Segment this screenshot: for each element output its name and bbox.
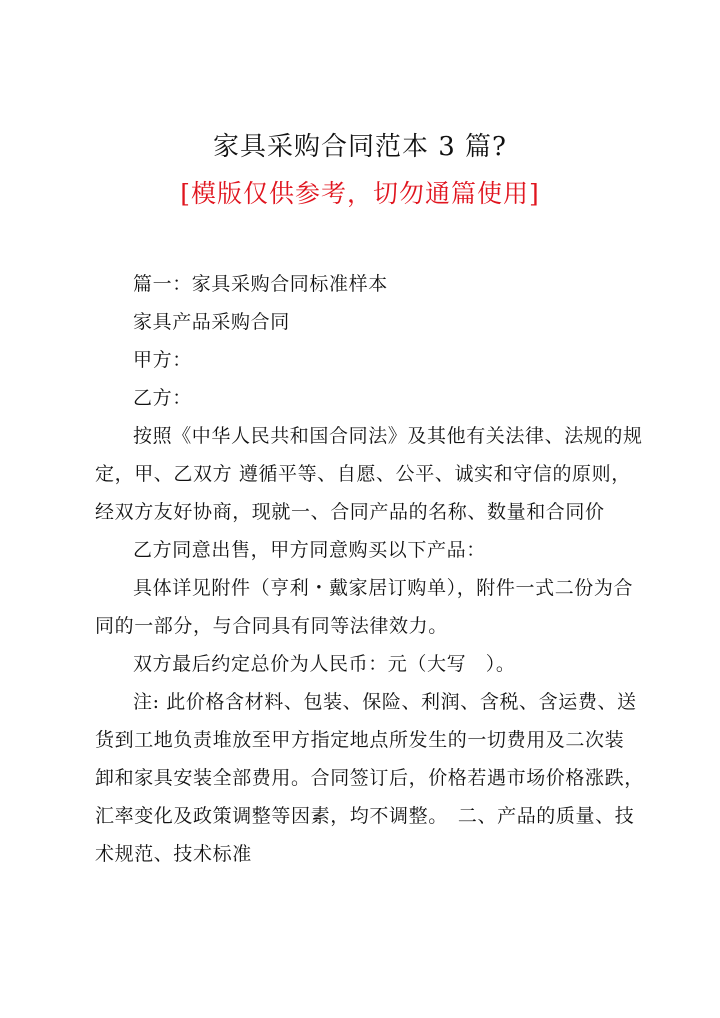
text-line: 同的一部分，与合同具有同等法律效力。: [95, 615, 448, 637]
paragraph-attachment: [95, 569, 635, 645]
text-line: 货到工地负责堆放至甲方指定地点所发生的一切费用及二次装: [95, 729, 625, 751]
text-line: 注: 此价格含材料、包装、保险、利润、含税、含运费、送: [133, 691, 637, 713]
text-line: 卸和家具安装全部费用。合同签订后，价格若遇市场价格涨跌，: [95, 767, 644, 789]
text-line: 篇一：家具采购合同标准样本: [133, 273, 388, 295]
document-title: 家具采购合同范本 3 篇?: [212, 132, 507, 162]
text-line: 经双方友好协商，现就一、合同产品的名称、数量和合同价: [95, 501, 605, 523]
text-line: 家具产品采购合同: [133, 311, 290, 333]
paragraph-total-price: [95, 645, 635, 683]
text-line: 甲方：: [133, 349, 192, 371]
paragraph-party-a: [95, 341, 635, 379]
text-line: 定，甲、乙双方 遵循平等、自愿、公平、诚实和守信的原则，: [95, 463, 631, 485]
paragraph-party-b: [95, 379, 635, 417]
paragraph-contract-name: [95, 303, 635, 341]
text-line: 双方最后约定总价为人民币：元（大写 ）。: [133, 653, 516, 675]
paragraph-section-heading: [95, 265, 635, 303]
template-notice: [模版仅供参考，切勿通篇使用]: [180, 179, 540, 208]
paragraph-price-note: [95, 683, 644, 873]
text-line: 乙方：: [133, 387, 192, 409]
text-line: 术规范、技术标准: [95, 843, 252, 865]
paragraph-sale-agreement: [95, 531, 635, 569]
text-line: 按照《中华人民共和国合同法》及其他有关法律、法规的规: [133, 425, 643, 447]
paragraph-legal-basis: [95, 417, 643, 531]
text-line: 汇率变化及政策调整等因素，均不调整。 二、产品的质量、技: [95, 805, 635, 827]
text-line: 乙方同意出售，甲方同意购买以下产品：: [133, 539, 486, 561]
text-line: 具体详见附件（亨利・戴家居订购单），附件一式二份为合: [133, 577, 634, 599]
document-body: [95, 265, 644, 873]
